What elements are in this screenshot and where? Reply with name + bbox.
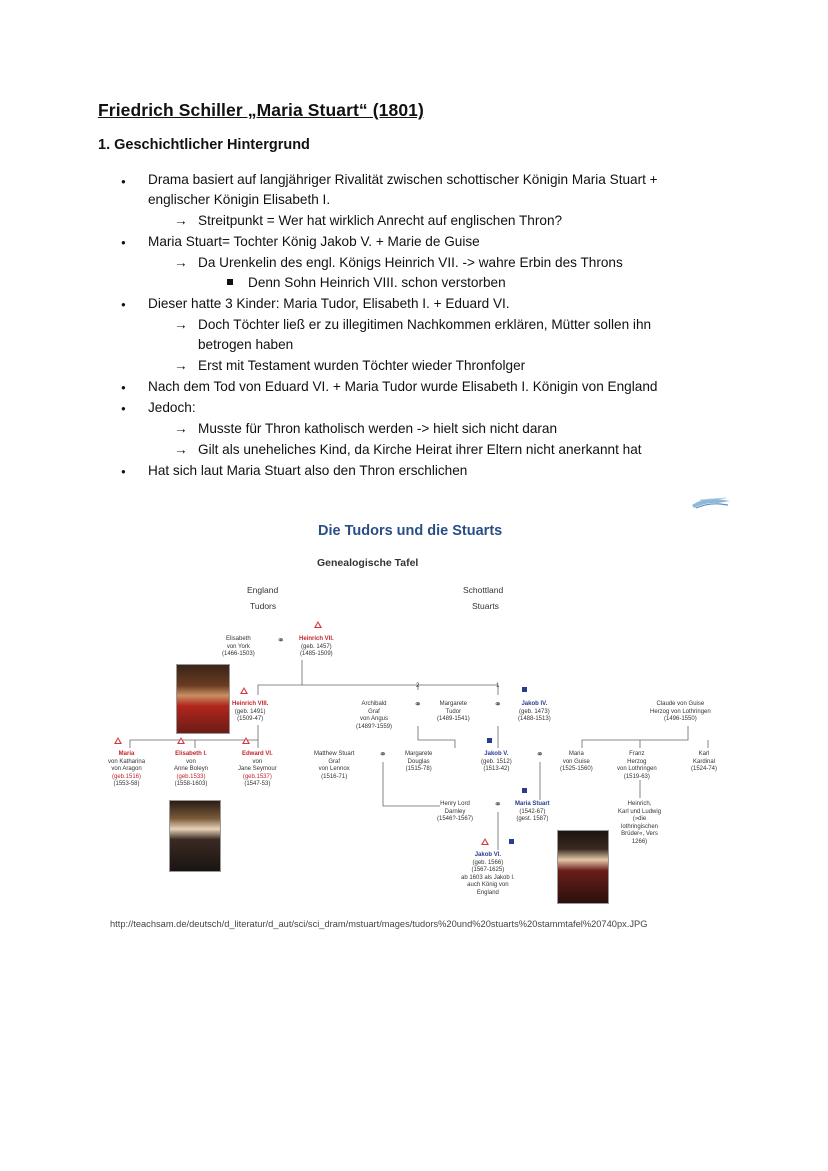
person-archibald: Archibald Graf von Angus (1489?-1559) xyxy=(356,701,393,730)
generation-number-2: 2 xyxy=(416,683,420,689)
arrow-icon: → xyxy=(174,255,188,270)
arrow-icon: → xyxy=(174,358,188,373)
portrait-heinrich-viii xyxy=(176,664,230,734)
marriage-rings-icon: ⚭ xyxy=(277,635,285,645)
person-jakob-vi: Jakob VI. (geb. 1566) (1567-1625) ab 1603 als Jakob I. auch König von England xyxy=(461,852,515,896)
list-subitem: Musste für Thron katholisch werden -> hielt sich nicht daran xyxy=(198,421,558,436)
list-item: Nach dem Tod von Eduard VI. + Maria Tudor wurde Elisabeth I. Königin von England xyxy=(148,379,658,394)
list-subitem: Doch Töchter ließ er zu illegitimen Nachkommen erklären, Mütter sollen ihn xyxy=(198,317,652,332)
tudors-label: Tudors xyxy=(250,601,277,611)
person-heinrich-viii: Heinrich VIII. (geb. 1491) (1509-47) xyxy=(232,701,269,722)
figure-subtitle: Genealogische Tafel xyxy=(317,557,419,569)
square-marker-icon xyxy=(509,839,514,844)
list-item: Hat sich laut Maria Stuart also den Thron erschlichen xyxy=(148,463,468,478)
arrow-icon: → xyxy=(174,421,188,436)
arrow-icon: → xyxy=(174,442,188,457)
person-henry-darnley: Henry Lord Darnley (1546?-1567) xyxy=(437,801,474,822)
marriage-rings-icon: ⚭ xyxy=(379,749,387,759)
list-subitem: Streitpunkt = Wer hat wirklich Anrecht auf englischen Thron? xyxy=(198,213,563,228)
person-maria-tudor: Maria von Katharina von Aragon (geb.1516) (1553-58) xyxy=(108,751,146,787)
person-lothringische-brueder: Heinrich, Karl und Ludwig (»die lothringischen Brüder«, Vers 1266) xyxy=(618,801,662,845)
list-subitem: Da Urenkelin des engl. Königs Heinrich VII. -> wahre Erbin des Throns xyxy=(198,255,623,270)
square-marker-icon xyxy=(522,788,527,793)
triangle-icon xyxy=(242,737,250,744)
person-heinrich-vii: Heinrich VII. (geb. 1457) (1485-1509) xyxy=(299,636,334,657)
list-subsubitem: Denn Sohn Heinrich VIII. schon verstorben xyxy=(248,275,506,290)
schottland-label: Schottland xyxy=(463,585,504,595)
list-subitem: Gilt als uneheliches Kind, da Kirche Heirat ihrer Eltern nicht anerkannt hat xyxy=(198,442,642,457)
generation-number-1: 1 xyxy=(496,683,500,689)
person-claude-guise: Claude von Guise Herzog von Lothringen (1496-1550) xyxy=(650,701,711,722)
person-franz: Franz Herzog von Lothringen (1519-63) xyxy=(617,751,657,780)
portrait-elisabeth-i xyxy=(169,800,221,872)
person-edward-vi: Edward VI. von Jane Seymour (geb.1537) (1547-53) xyxy=(238,751,277,787)
person-margarete-douglas: Margarete Douglas (1515-78) xyxy=(405,751,433,772)
person-jakob-v: Jakob V. (geb. 1512) (1513-42) xyxy=(481,751,512,772)
triangle-icon xyxy=(314,621,322,628)
source-url: http://teachsam.de/deutsch/d_literatur/d_aut/sci/sci_dram/mstuart/mages/tudors%20und%20stuarts%20stammtafel%20740px.JPG xyxy=(110,919,648,929)
person-karl: Karl Kardinal (1524-74) xyxy=(691,751,718,772)
list-item: Jedoch: xyxy=(148,400,196,415)
portrait-maria-stuart xyxy=(557,830,609,904)
person-elisabeth-york: Elisabeth von York (1466-1503) xyxy=(222,636,255,657)
section-heading: 1. Geschichtlicher Hintergrund xyxy=(98,137,310,153)
marriage-rings-icon: ⚭ xyxy=(494,799,502,809)
figure-title: Die Tudors und die Stuarts xyxy=(318,523,503,539)
person-matthew-stuart: Matthew Stuart Graf von Lennox (1516-71) xyxy=(314,751,355,780)
list-item: Dieser hatte 3 Kinder: Maria Tudor, Elisabeth I. + Eduard VI. xyxy=(148,296,510,311)
square-marker-icon xyxy=(522,687,527,692)
square-marker-icon xyxy=(487,738,492,743)
list-item: Drama basiert auf langjähriger Rivalität zwischen schottischer Königin Maria Stuart + xyxy=(148,172,658,187)
marriage-rings-icon: ⚭ xyxy=(536,749,544,759)
arrow-icon: → xyxy=(174,317,188,332)
england-label: England xyxy=(247,585,279,595)
marriage-rings-icon: ⚭ xyxy=(494,699,502,709)
person-jakob-iv: Jakob IV. (geb. 1473) (1488-1513) xyxy=(518,701,551,722)
triangle-icon xyxy=(177,737,185,744)
list-subitem: Erst mit Testament wurden Töchter wieder Thronfolger xyxy=(198,358,526,373)
triangle-icon xyxy=(114,737,122,744)
list-item: Maria Stuart= Tochter König Jakob V. + Marie de Guise xyxy=(148,234,480,249)
person-maria-stuart: Maria Stuart (1542-67) (gest. 1587) xyxy=(515,801,550,822)
triangle-icon xyxy=(240,687,248,694)
document-title: Friedrich Schiller „Maria Stuart“ (1801) xyxy=(98,100,424,120)
person-maria-guise: Maria von Guise (1525-1560) xyxy=(560,751,593,772)
list-item-continuation: englischer Königin Elisabeth I. xyxy=(148,192,331,207)
triangle-icon xyxy=(481,838,489,845)
arrow-icon: → xyxy=(174,213,188,228)
list-subitem-continuation: betrogen haben xyxy=(198,337,294,352)
person-margarete-tudor: Margarete Tudor (1489-1541) xyxy=(437,701,470,722)
person-elisabeth-i: Elisabeth I. von Anne Boleyn (geb.1533) (1558-1603) xyxy=(174,751,209,787)
stuarts-label: Stuarts xyxy=(472,601,499,611)
marriage-rings-icon: ⚭ xyxy=(414,699,422,709)
